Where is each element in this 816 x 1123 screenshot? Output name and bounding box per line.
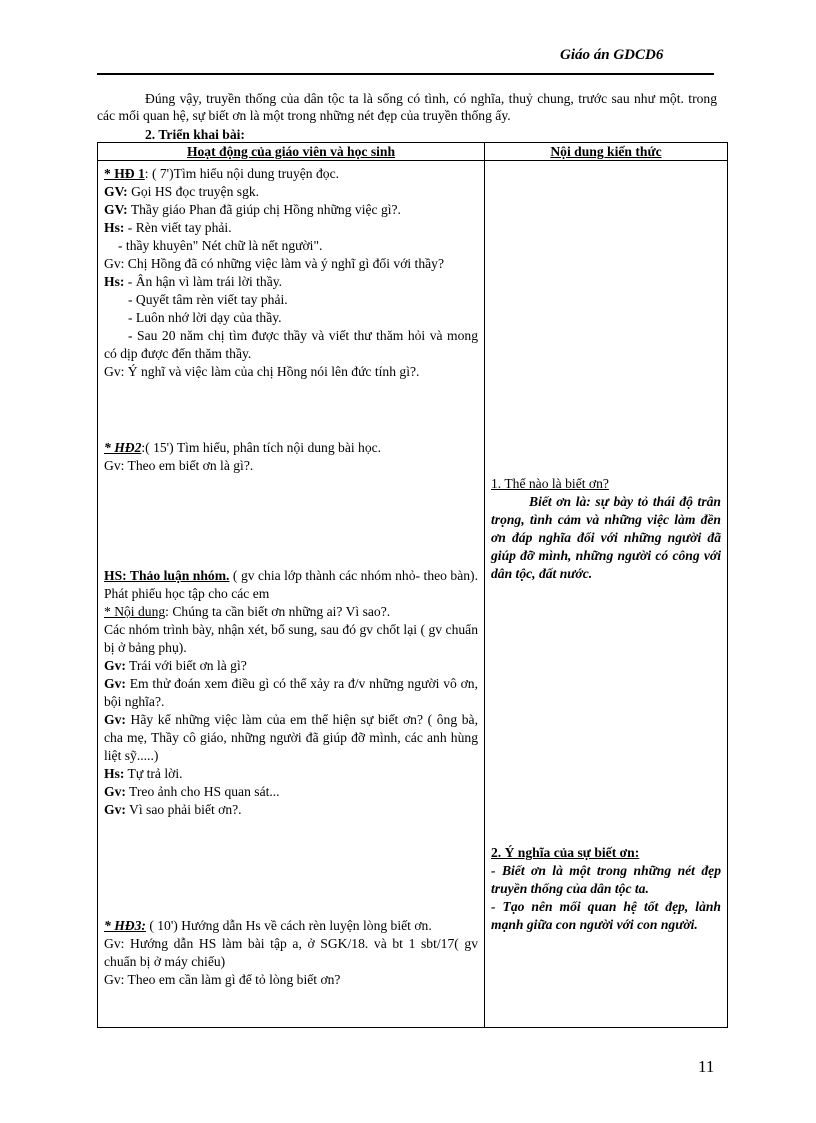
header-rule — [97, 73, 714, 75]
hd2-block: * HĐ2:( 15') Tìm hiểu, phân tích nội dung bài học. Gv: Theo em biết ơn là gì?. — [104, 440, 382, 473]
column-header-activities: Hoạt động của giáo viên và học sinh — [98, 143, 485, 161]
section-title: 2. Triển khai bài: — [145, 127, 245, 142]
content-cell — [485, 161, 728, 1028]
intro-paragraph: Đúng vậy, truyền thống của dân tộc ta là sống có tình, có nghĩa, thuỷ chung, trước sau như một. trong các mối quan hệ, sự biết ơn là một trong những nét đẹp của truyền thống ấy. — [97, 91, 717, 123]
column-header-content: Nội dung kiến thức — [485, 143, 728, 161]
activities-cell — [98, 161, 485, 1028]
page-number: 11 — [698, 1057, 715, 1076]
hd3-block: * HĐ3: ( 10') Hướng dẫn Hs về cách rèn luyện lòng biết ơn. Gv: Hướng dẫn HS làm bài tập a, ở SGK/18. và bt 1 sbt/17( gv chuẩn bị ở máy chiếu) Gv: Theo em cần làm gì để tỏ lòng biết ơn? — [104, 918, 478, 987]
content-section-1: 1. Thế nào là biết ơn? Biết ơn là: sự bày tỏ thái độ trân trọng, tình cảm và những việc làm đền ơn đáp nghĩa đối với những người đã giúp đỡ mình, những người có công với dân tộc, đất nước. — [491, 476, 721, 581]
document-header: Giáo án GDCD6 — [560, 47, 664, 63]
content-section-2: 2. Ý nghĩa của sự biết ơn: - Biết ơn là một trong những nét đẹp truyền thống của dân tộc ta. - Tạo nên mối quan hệ tốt đẹp, lành mạnh giữa con người với con người. — [491, 845, 721, 932]
hd2-discussion-block: HS: Thảo luận nhóm. ( gv chia lớp thành các nhóm nhỏ- theo bàn). Phát phiếu học tập cho các em * Nội dung: Chúng ta cần biết ơn những ai? Vì sao?. Các nhóm trình bày, nhận xét, bổ sung, sau đó gv chốt lại ( gv chuẩn bị ở bảng phụ). Gv: Trái với biết ơn là gì? Gv: Em thử đoán xem điều gì có thể xảy ra đ/v những người vô ơn, bội nghĩa?. Gv: Hãy kể những việc làm của em thể hiện sự biết ơn? ( ông bà, cha mẹ, Thầy cô giáo, những người đã giúp đỡ mình, các anh hùng liệt sỹ.....) Hs: Tự trả lời. Gv: Treo ảnh cho HS quan sát... Gv: Vì sao phải biết ơn?. — [104, 568, 478, 817]
hd1-block: * HĐ 1: ( 7')Tìm hiểu nội dung truyện đọc. GV: Gọi HS đọc truyện sgk. GV: Thầy giáo Phan đã giúp chị Hồng những việc gì?. Hs: - Rèn viết tay phải. - thầy khuyên" Nét chữ là nết người". Gv: Chị Hồng đã có những việc làm và ý nghĩ gì đối với thầy? Hs: - Ân hận vì làm trái lời thầy. - Quyết tâm rèn viết tay phải. - Luôn nhớ lời dạy của thầy. - Sau 20 năm chị tìm được thầy và viết thư thăm hỏi và mong có dịp được đến thăm thầy. Gv: Ý nghĩ và việc làm của chị Hồng nói lên đức tính gì?. — [104, 166, 478, 379]
lesson-table — [97, 142, 728, 1028]
